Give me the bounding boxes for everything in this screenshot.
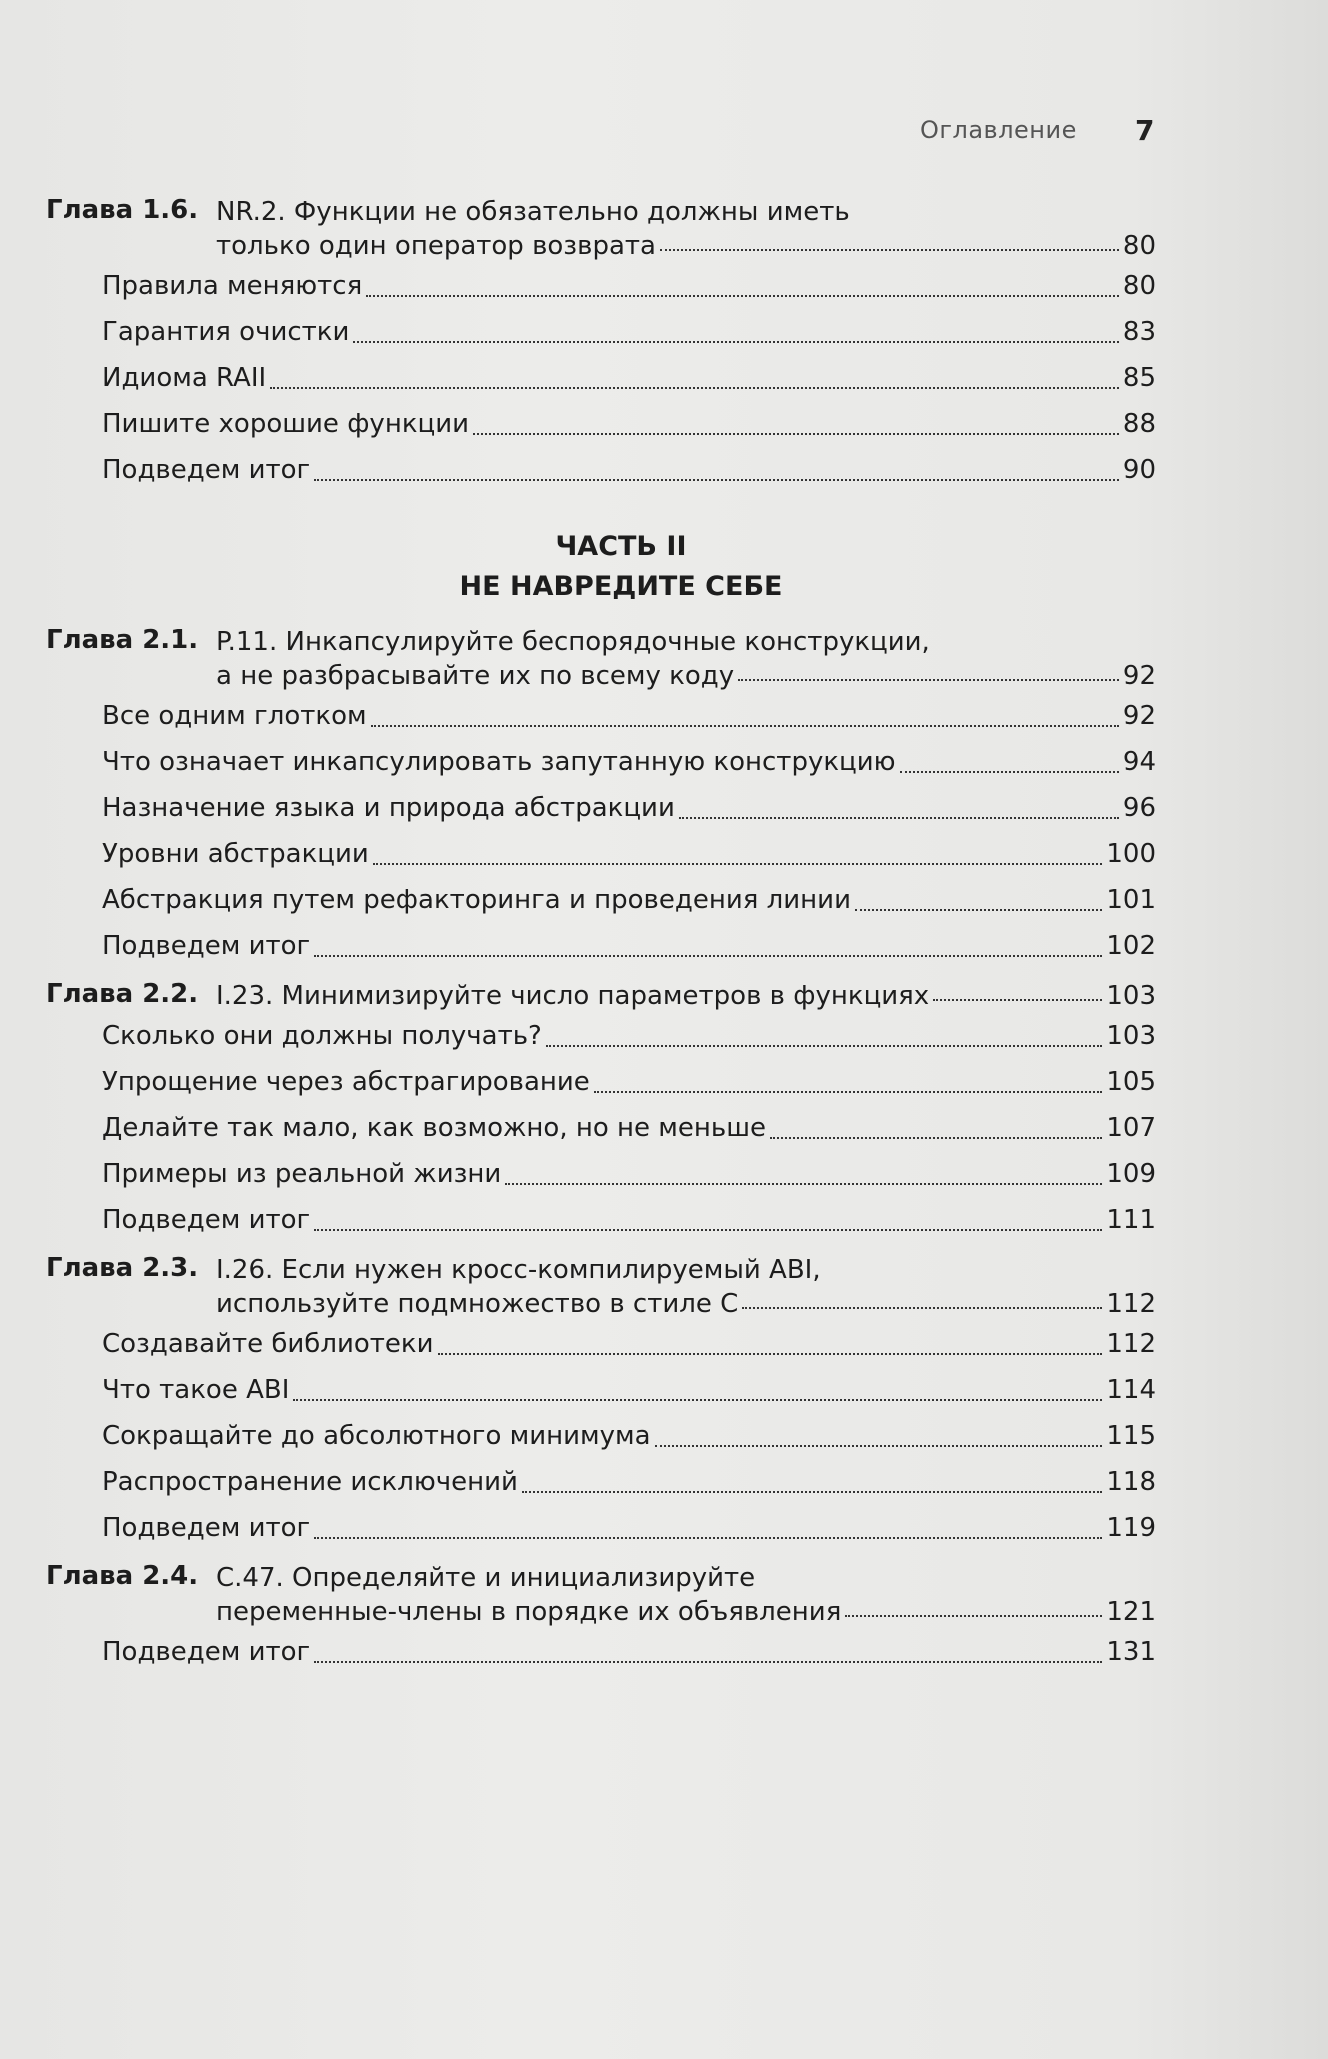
entry-page-number: 103 [1106,1021,1156,1051]
entry-title: Примеры из реальной жизни [102,1159,502,1189]
entry-title: Создавайте библиотеки [102,1329,434,1359]
entry-title: Правила меняются [102,271,363,301]
dot-leader [522,1491,1102,1493]
entry-title: Идиома RAII [102,363,267,393]
dot-leader [660,249,1119,251]
toc-entry [102,1197,1156,1243]
entry-page-number: 131 [1106,1637,1156,1667]
dot-leader [473,433,1119,435]
toc-entry [102,1367,1156,1413]
chapter-title-entry [216,659,1156,693]
part-title: НЕ НАВРЕДИТЕ СЕБЕ [459,571,783,602]
chapter-label: Глава 2.3. [46,1253,199,1283]
dot-leader [314,1537,1102,1539]
entry-title: Распространение исключений [102,1467,518,1497]
entry-page-number: 115 [1106,1421,1156,1451]
toc-entry [102,1629,1156,1675]
dot-leader [855,909,1102,911]
toc-entry [102,923,1156,969]
toc-chapter [46,625,1156,969]
dot-leader [845,1615,1102,1617]
chapter-page-number: 112 [1106,1289,1156,1319]
chapter-label: Глава 1.6. [46,195,199,225]
chapter-title-entry [216,229,1156,263]
entry-title: Абстракция путем рефакторинга и проведения линии [102,885,851,915]
entry-page-number: 85 [1122,363,1156,393]
dot-leader [738,679,1119,681]
page-number: 7 [1135,114,1155,147]
dot-leader [679,817,1119,819]
entry-title: Что такое ABI [102,1375,290,1405]
dot-leader [770,1137,1102,1139]
dot-leader [655,1445,1103,1447]
entry-title: Сколько они должны получать? [102,1021,542,1051]
chapter-title-entry [216,1287,1156,1321]
chapter-title-line: а не разбрасывайте их по всему коду [216,661,735,691]
toc-entry [102,1151,1156,1197]
entry-page-number: 90 [1122,455,1156,485]
dot-leader [293,1399,1102,1401]
dot-leader [270,387,1119,389]
toc-entry [102,785,1156,831]
dot-leader [594,1091,1103,1093]
toc-entry [102,693,1156,739]
chapter-page-number: 103 [1106,981,1156,1011]
entry-page-number: 83 [1122,317,1156,347]
entry-page-number: 107 [1106,1113,1156,1143]
entry-page-number: 105 [1106,1067,1156,1097]
entry-page-number: 88 [1122,409,1156,439]
dot-leader [314,955,1102,957]
toc-entry [102,831,1156,877]
entry-page-number: 96 [1122,793,1156,823]
dot-leader [505,1183,1102,1185]
toc-entry [102,401,1156,447]
dot-leader [742,1307,1102,1309]
entry-title: Пишите хорошие функции [102,409,470,439]
toc-entry [102,1413,1156,1459]
part-heading [46,527,1156,607]
dot-leader [438,1353,1103,1355]
entry-title: Упрощение через абстрагирование [102,1067,590,1097]
dot-leader [546,1045,1103,1047]
entry-title: Все одним глотком [102,701,367,731]
toc-entry [102,1105,1156,1151]
entry-title: Подведем итог [102,1513,311,1543]
toc-entry [102,739,1156,785]
toc-entry [102,309,1156,355]
toc-entry [102,263,1156,309]
dot-leader [900,771,1119,773]
chapter-title-entry [216,979,1156,1013]
dot-leader [933,999,1102,1001]
part-number: ЧАСТЬ II [555,531,687,562]
entry-page-number: 119 [1106,1513,1156,1543]
chapter-title-line: P.11. Инкапсулируйте беспорядочные конструкции, [216,627,930,657]
entry-title: Гарантия очистки [102,317,350,347]
toc-entry [102,1321,1156,1367]
entry-title: Сокращайте до абсолютного минимума [102,1421,651,1451]
toc-chapter [46,1253,1156,1551]
chapter-title-entry [216,1595,1156,1629]
entry-page-number: 114 [1106,1375,1156,1405]
dot-leader [314,479,1119,481]
entry-page-number: 92 [1122,701,1156,731]
chapter-title-line: C.47. Определяйте и инициализируйте [216,1563,756,1593]
chapter-title-line: переменные-члены в порядке их объявления [216,1597,842,1627]
chapter-title-line: I.23. Минимизируйте число параметров в функциях [216,981,930,1011]
chapter-title-line: используйте подмножество в стиле C [216,1289,739,1319]
dot-leader [366,295,1119,297]
entry-title: Назначение языка и природа абстракции [102,793,675,823]
toc-entry [102,447,1156,493]
toc-entry [102,1013,1156,1059]
chapter-label: Глава 2.1. [46,625,199,655]
table-of-contents [46,195,1156,1685]
entry-page-number: 118 [1106,1467,1156,1497]
chapter-label: Глава 2.2. [46,979,199,1009]
chapter-label: Глава 2.4. [46,1561,199,1591]
toc-entry [102,1505,1156,1551]
toc-entry [102,1059,1156,1105]
entry-page-number: 80 [1122,271,1156,301]
dot-leader [371,725,1119,727]
toc-entry [102,1459,1156,1505]
chapter-title-line: только один оператор возврата [216,231,656,261]
chapter-page-number: 92 [1122,661,1156,691]
entry-title: Уровни абстракции [102,839,369,869]
chapter-page-number: 80 [1122,231,1156,261]
dot-leader [314,1661,1102,1663]
entry-page-number: 112 [1106,1329,1156,1359]
dot-leader [373,863,1103,865]
entry-title: Подведем итог [102,455,311,485]
entry-title: Подведем итог [102,1205,311,1235]
chapter-page-number: 121 [1106,1597,1156,1627]
toc-chapter [46,979,1156,1243]
chapter-title-line: NR.2. Функции не обязательно должны иметь [216,197,850,227]
entry-page-number: 111 [1106,1205,1156,1235]
entry-page-number: 102 [1106,931,1156,961]
entry-page-number: 94 [1122,747,1156,777]
entry-title: Подведем итог [102,1637,311,1667]
entry-title: Делайте так мало, как возможно, но не меньше [102,1113,767,1143]
dot-leader [353,341,1119,343]
entry-page-number: 101 [1106,885,1156,915]
dot-leader [314,1229,1102,1231]
entry-page-number: 109 [1106,1159,1156,1189]
running-header [920,114,1160,147]
header-title: Оглавление [920,116,1077,144]
toc-entry [102,877,1156,923]
entry-title: Что означает инкапсулировать запутанную конструкцию [102,747,896,777]
toc-chapter [46,1561,1156,1675]
entry-title: Подведем итог [102,931,311,961]
chapter-title-line: I.26. Если нужен кросс-компилируемый ABI, [216,1255,821,1285]
entry-page-number: 100 [1106,839,1156,869]
toc-chapter [46,195,1156,493]
toc-entry [102,355,1156,401]
